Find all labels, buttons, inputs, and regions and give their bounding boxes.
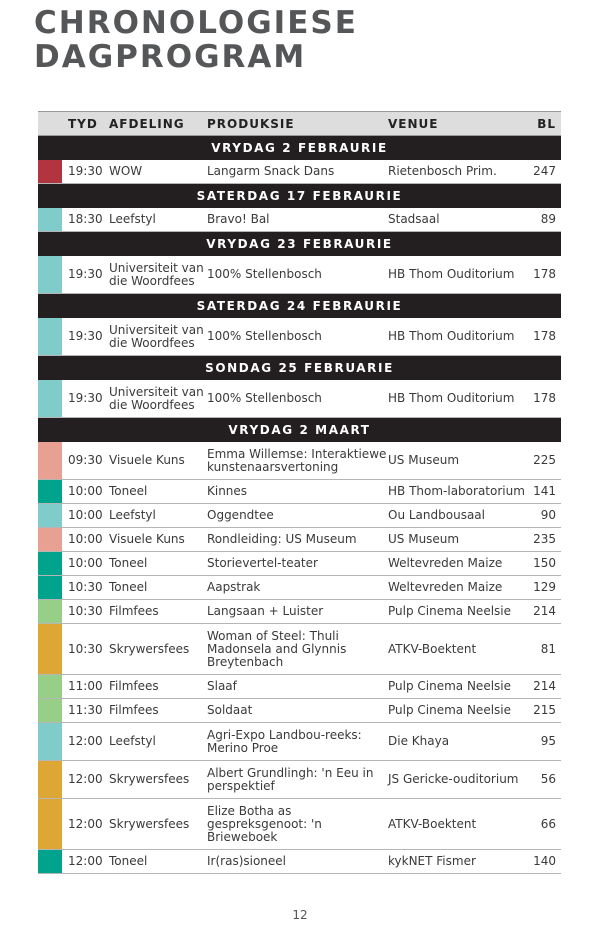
produksie-cell: Storievertel-teater	[207, 556, 318, 570]
venue-cell: Rietenbosch Prim.	[388, 164, 497, 178]
table-row	[38, 480, 561, 504]
venue-cell: Pulp Cinema Neelsie	[388, 679, 511, 693]
category-color-bar	[38, 208, 62, 231]
time-cell: 11:00	[68, 679, 103, 693]
bl-cell: 90	[540, 508, 556, 522]
table-row	[38, 850, 561, 874]
page-number: 12	[292, 908, 308, 922]
day-header: VRYDAG 2 MAART	[38, 418, 561, 442]
category-color-bar	[38, 624, 62, 674]
bl-cell: 214	[533, 679, 556, 693]
bl-cell: 81	[540, 641, 556, 656]
time-cell: 10:00	[68, 484, 103, 498]
venue-cell: HB Thom-laboratorium	[388, 484, 525, 498]
table-row	[38, 624, 561, 675]
afdeling-cell: Toneel	[109, 556, 148, 570]
category-color-bar	[38, 850, 62, 873]
time-cell: 12:00	[68, 854, 103, 868]
table-row	[38, 552, 561, 576]
title-line-1: CHRONOLOGIESE	[34, 5, 358, 41]
afdeling-cell: WOW	[109, 164, 143, 178]
table-row	[38, 761, 561, 799]
category-color-bar	[38, 761, 62, 798]
time-cell: 12:00	[68, 734, 103, 748]
header-venue: VENUE	[388, 116, 439, 131]
table-body	[38, 136, 561, 874]
venue-cell: JS Gericke-ouditorium	[388, 772, 519, 786]
header-bl: BL	[537, 116, 556, 131]
table-row	[38, 799, 561, 850]
afdeling-cell: Leefstyl	[109, 734, 156, 748]
produksie-cell: Kinnes	[207, 484, 248, 498]
time-cell: 12:00	[68, 772, 103, 786]
produksie-cell: 100% Stellenbosch	[207, 329, 322, 343]
category-color-bar	[38, 480, 62, 503]
category-color-bar	[38, 528, 62, 551]
venue-cell: Ou Landbousaal	[388, 508, 485, 522]
time-cell: 10:30	[68, 604, 103, 618]
produksie-cell: Oggendtee	[207, 508, 274, 522]
bl-cell: 150	[533, 556, 556, 570]
afdeling-cell: Toneel	[109, 484, 148, 498]
table-row	[38, 208, 561, 232]
day-header: VRYDAG 2 FEBRAURIE	[38, 136, 561, 160]
afdeling-cell: Leefstyl	[109, 212, 156, 226]
page-title	[34, 6, 358, 74]
table-row	[38, 600, 561, 624]
afdeling-cell: Skrywersfees	[109, 772, 190, 786]
time-cell: 10:00	[68, 508, 103, 522]
afdeling-cell: Toneel	[109, 580, 148, 594]
venue-cell: Weltevreden Maize	[388, 556, 503, 570]
venue-cell: Pulp Cinema Neelsie	[388, 703, 511, 717]
afdeling-cell: Leefstyl	[109, 508, 156, 522]
time-cell: 19:30	[68, 267, 103, 281]
time-cell: 18:30	[68, 212, 103, 226]
time-cell: 11:30	[68, 703, 103, 717]
afdeling-cell: Skrywersfees	[109, 816, 190, 831]
time-cell: 19:30	[68, 329, 103, 343]
produksie-cell: Soldaat	[207, 703, 253, 717]
venue-cell: ATKV-Boektent	[388, 641, 477, 656]
produksie-cell: Emma Willemse: Interaktiewe kunstenaarsvertoning	[207, 446, 387, 474]
category-color-bar	[38, 160, 62, 183]
afdeling-cell: Filmfees	[109, 703, 159, 717]
produksie-cell: Elize Botha as gespreksgenoot: 'n Brieweboek	[207, 803, 322, 844]
bl-cell: 56	[540, 772, 556, 786]
category-color-bar	[38, 318, 62, 355]
category-color-bar	[38, 675, 62, 698]
produksie-cell: Rondleiding: US Museum	[207, 532, 357, 546]
table-header	[38, 111, 561, 136]
category-color-bar	[38, 256, 62, 293]
table-row	[38, 675, 561, 699]
bl-cell: 95	[540, 734, 556, 748]
table-row	[38, 699, 561, 723]
venue-cell: US Museum	[388, 453, 460, 467]
produksie-cell: Ir(ras)sioneel	[207, 854, 287, 868]
time-cell: 09:30	[68, 453, 103, 467]
day-header: SATERDAG 17 FEBRAURIE	[38, 184, 561, 208]
venue-cell: HB Thom Ouditorium	[388, 391, 515, 405]
time-cell: 10:00	[68, 556, 103, 570]
bl-cell: 214	[533, 604, 556, 618]
venue-cell: Stadsaal	[388, 212, 440, 226]
bl-cell: 225	[533, 453, 556, 467]
bl-cell: 129	[533, 580, 556, 594]
time-cell: 12:00	[68, 816, 103, 831]
bl-cell: 178	[533, 329, 556, 343]
table-row	[38, 160, 561, 184]
venue-cell: HB Thom Ouditorium	[388, 267, 515, 281]
category-color-bar	[38, 600, 62, 623]
header-tyd: TYD	[68, 116, 98, 131]
venue-cell: HB Thom Ouditorium	[388, 329, 515, 343]
table-row	[38, 318, 561, 356]
produksie-cell: 100% Stellenbosch	[207, 267, 322, 281]
afdeling-cell: Visuele Kuns	[109, 453, 185, 467]
bl-cell: 141	[533, 484, 556, 498]
afdeling-cell: Visuele Kuns	[109, 532, 185, 546]
produksie-cell: Bravo! Bal	[207, 212, 270, 226]
produksie-cell: Langsaan + Luister	[207, 604, 324, 618]
table-row	[38, 442, 561, 480]
day-header: SATERDAG 24 FEBRAURIE	[38, 294, 561, 318]
bl-cell: 247	[533, 164, 556, 178]
table-row	[38, 256, 561, 294]
venue-cell: Die Khaya	[388, 734, 450, 748]
produksie-cell: Woman of Steel: Thuli Madonsela and Glynnis Breytenbach	[207, 628, 347, 669]
title-line-2: DAGPROGRAM	[34, 39, 307, 75]
header-spacer	[38, 112, 62, 135]
venue-cell: Weltevreden Maize	[388, 580, 503, 594]
afdeling-cell: Filmfees	[109, 604, 159, 618]
category-color-bar	[38, 442, 62, 479]
category-color-bar	[38, 799, 62, 849]
produksie-cell: 100% Stellenbosch	[207, 391, 322, 405]
category-color-bar	[38, 380, 62, 417]
venue-cell: kykNET Fismer	[388, 854, 476, 868]
produksie-cell: Agri-Expo Landbou-reeks: Merino Proe	[207, 727, 362, 755]
header-produksie: PRODUKSIE	[207, 116, 295, 131]
time-cell: 10:00	[68, 532, 103, 546]
produksie-cell: Aapstrak	[207, 580, 261, 594]
produksie-cell: Albert Grundlingh: 'n Eeu in perspektief	[207, 765, 374, 793]
bl-cell: 215	[533, 703, 556, 717]
afdeling-cell: Universiteit van die Woordfees	[109, 322, 204, 350]
bl-cell: 66	[540, 816, 556, 831]
table-row	[38, 528, 561, 552]
bl-cell: 235	[533, 532, 556, 546]
afdeling-cell: Skrywersfees	[109, 641, 190, 656]
day-header: VRYDAG 23 FEBRAURIE	[38, 232, 561, 256]
time-cell: 19:30	[68, 164, 103, 178]
table-row	[38, 380, 561, 418]
venue-cell: Pulp Cinema Neelsie	[388, 604, 511, 618]
time-cell: 10:30	[68, 641, 103, 656]
category-color-bar	[38, 552, 62, 575]
bl-cell: 140	[533, 854, 556, 868]
table-row	[38, 576, 561, 600]
category-color-bar	[38, 576, 62, 599]
afdeling-cell: Universiteit van die Woordfees	[109, 260, 204, 288]
produksie-cell: Langarm Snack Dans	[207, 164, 335, 178]
produksie-cell: Slaaf	[207, 679, 237, 693]
venue-cell: US Museum	[388, 532, 460, 546]
time-cell: 10:30	[68, 580, 103, 594]
afdeling-cell: Toneel	[109, 854, 148, 868]
day-header: SONDAG 25 FEBRUARIE	[38, 356, 561, 380]
header-afdeling: AFDELING	[109, 116, 185, 131]
category-color-bar	[38, 699, 62, 722]
schedule-table	[38, 111, 561, 874]
category-color-bar	[38, 504, 62, 527]
table-row	[38, 504, 561, 528]
bl-cell: 178	[533, 267, 556, 281]
venue-cell: ATKV-Boektent	[388, 816, 477, 831]
bl-cell: 178	[533, 391, 556, 405]
afdeling-cell: Universiteit van die Woordfees	[109, 384, 204, 412]
bl-cell: 89	[540, 212, 556, 226]
time-cell: 19:30	[68, 391, 103, 405]
table-row	[38, 723, 561, 761]
afdeling-cell: Filmfees	[109, 679, 159, 693]
category-color-bar	[38, 723, 62, 760]
